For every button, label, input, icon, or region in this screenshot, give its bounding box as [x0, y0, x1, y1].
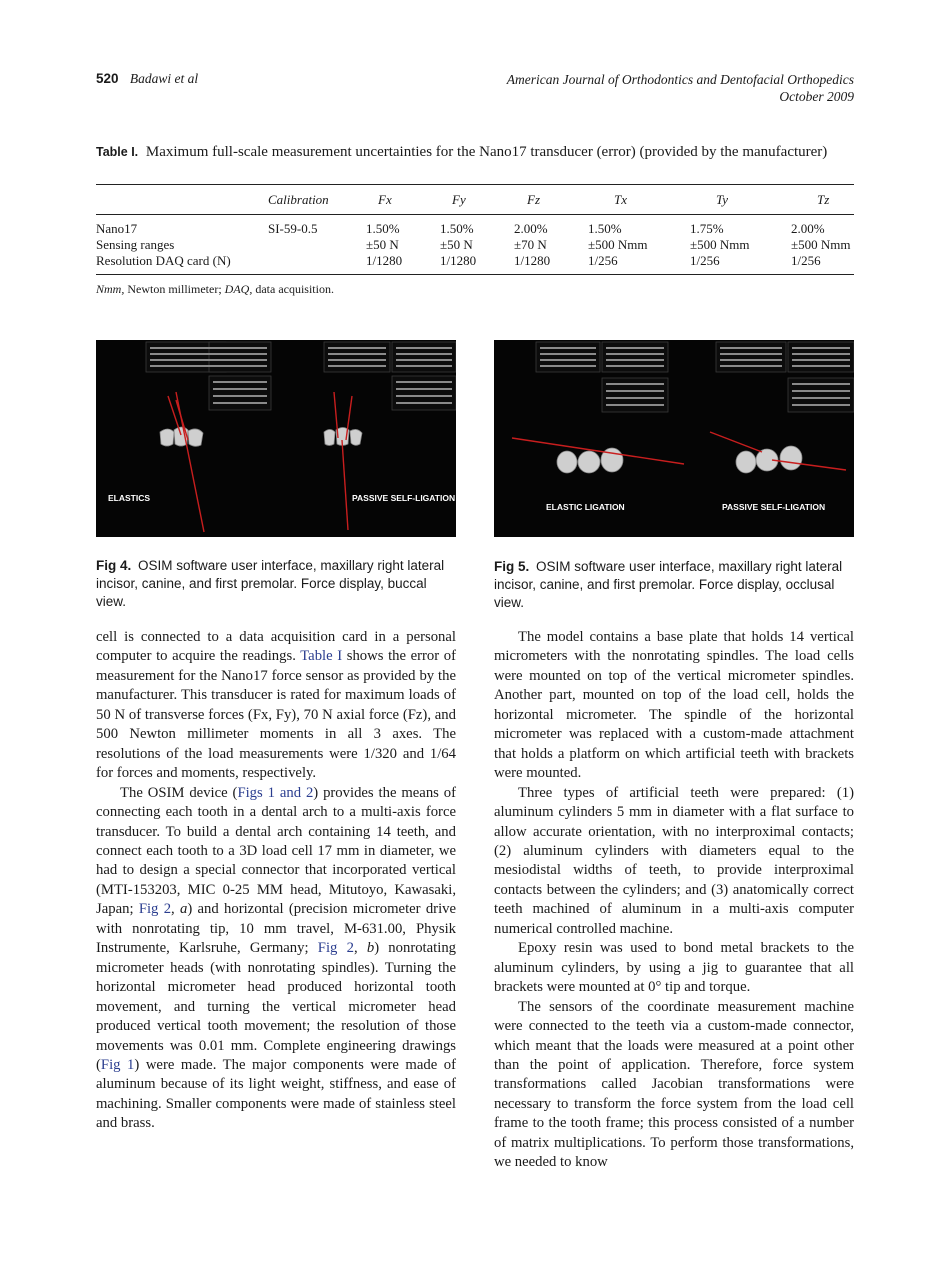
table-header-calibration: Calibration	[268, 192, 329, 207]
table-footnote	[96, 282, 334, 297]
table-cell: 1.50%	[366, 221, 400, 236]
figure-link[interactable]: Fig 1	[100, 1056, 135, 1073]
journal-title: American Journal of Orthodontics and Dentofacial Orthopedics	[506, 72, 854, 87]
text-run: ) and horizontal (precision micrometer drive with nonrotating tip, 10 mm travel, M-631.00, Physik Instrumente, Karlsruhe, Germany;	[96, 901, 457, 957]
table-cell: 1/1280	[514, 253, 551, 268]
figure-5-caption	[494, 558, 854, 612]
page-number: 520	[96, 71, 119, 86]
table-header-ty: Ty	[716, 192, 729, 207]
figure-4-caption	[96, 557, 456, 611]
issue-date: October 2009	[779, 89, 854, 104]
footnote-def: data acquisition.	[255, 282, 334, 296]
table-caption-text: Maximum full-scale measurement uncertainties for the Nano17 transducer (error) (provided by the manufacturer)	[145, 144, 828, 160]
table-cell: 1.50%	[440, 221, 474, 236]
figure-link[interactable]: Fig 2	[138, 901, 172, 918]
footnote-abbr: DAQ,	[224, 282, 253, 296]
paragraph: Three types of artificial teeth were prepared: (1) aluminum cylinders 5 mm in diameter with a flat surface to allow accurate orientation, with no interproximal contacts; (2) aluminum cylinders with diameters equal to the mesiodistal widths of teeth, to provide interproximal contacts between the cylinders; and (3) anatomically correct teeth machined of aluminum in a multi-axis computer numerical controlled machine.	[494, 784, 854, 937]
table-header-fz: Fz	[527, 192, 540, 207]
footnote-abbr: Nmm,	[96, 282, 125, 296]
table-cell: 2.00%	[791, 221, 825, 236]
table-cell: 1/256	[690, 253, 720, 268]
figure-5-image	[494, 340, 854, 537]
figure-4-image	[96, 340, 456, 537]
text-run: ) nonrotating micrometer heads (with nonrotating spindles). Turning the horizontal micrometer head produced horizontal tooth movement, and turning the vertical micrometer head produced vertical tooth movement; the resolution of those movements was 0.01 mm. Complete engineering drawings (	[96, 940, 457, 1073]
table-header-fy: Fy	[452, 192, 466, 207]
paragraph: Epoxy resin was used to bond metal brackets to the aluminum cylinders, by using a jig to guarantee that all brackets were mounted at 0° tip and torque.	[494, 940, 854, 996]
table-cell: ±500 Nmm	[588, 237, 648, 252]
figure-4-caption-text: OSIM software user interface, maxillary right lateral incisor, canine, and first premolar. Force display, buccal view.	[96, 558, 445, 609]
table-caption	[96, 143, 856, 162]
text-run: ,	[171, 901, 181, 918]
table-row-label: Sensing ranges	[96, 237, 175, 252]
author-line: Badawi et al	[129, 71, 199, 86]
figure-4-render	[96, 340, 456, 537]
figure-link[interactable]: Fig 2	[317, 940, 354, 957]
text-run: cell is connected to a data acquisition card in a personal computer to acquire the readings.	[96, 629, 456, 665]
body-left-column	[96, 628, 456, 1134]
table-cell: 1.50%	[588, 221, 622, 236]
paragraph: The sensors of the coordinate measurement machine were connected to the teeth via a custom-made connector, which meant that the loads were measured at a point other than the point of application. Therefore, force system transformations called Jacobian transformations were necessary to transform the force system from the load cell frame to the tooth frame; this process consisted of a number of matrix multiplications. To perform those transformations, we needed to know	[494, 998, 854, 1171]
table-cell: SI-59-0.5	[268, 221, 318, 236]
figure-4-right-title: PASSIVE SELF-LIGATION	[352, 493, 456, 503]
body-right-column	[494, 628, 854, 1173]
table-header-fx: Fx	[378, 192, 392, 207]
figure-5-right-title: PASSIVE SELF-LIGATION	[722, 502, 826, 512]
figure-5-render	[494, 340, 854, 537]
text-run: ) provides the means of connecting each tooth in a dental arch to a multi-axis force transducer. To build a dental arch containing 14 teeth, and connect each tooth to a 3D load cell 17 mm in diameter, we had to design a special connector that incorporated vertical (MTI-153203, MIC 0-25 MM head, Mitutoyo, Kawasaki, Japan;	[96, 784, 457, 918]
table-link[interactable]: Table I	[300, 648, 343, 665]
table-header-rule	[96, 214, 854, 215]
text-run: ,	[353, 940, 367, 957]
figure-4-left-title: ELASTICS	[108, 493, 151, 503]
paragraph: The model contains a base plate that holds 14 vertical micrometers with the nonrotating spindles. The load cells were mounted on top of the vertical micrometer spindles. Another part, mounted on top of the load cell, holds the horizontal micrometer. The spindle of the horizontal micrometer was replaced with a custom-made attachment that holds a platform on which artificial teeth with brackets were mounted.	[494, 629, 854, 782]
table-top-rule	[96, 184, 854, 185]
figure-link[interactable]: Figs 1 and 2	[237, 784, 314, 801]
table-header-tx: Tx	[614, 192, 627, 207]
table-cell: 2.00%	[514, 221, 548, 236]
table-cell: 1/1280	[440, 253, 477, 268]
table-cell: 1.75%	[690, 221, 724, 236]
table-bottom-rule	[96, 274, 854, 275]
text-run: The OSIM device (	[120, 784, 238, 801]
table-cell: ±50 N	[440, 237, 473, 252]
figure-4-label: Fig 4.	[96, 558, 132, 573]
figure-5-label: Fig 5.	[494, 559, 530, 574]
running-header-right	[507, 71, 854, 105]
footnote-def: Newton millimeter;	[127, 282, 222, 296]
table-row-label: Nano17	[96, 221, 138, 236]
text-run: shows the error of measurement for the Nano17 force sensor as provided by the manufacturer. This transducer is rated for maximum loads of 50 N of transverse forces (Fx, Fy), 70 N axial force (Fz), and 500 Newton millimeter moments in all 3 axes. The resolutions of the load measurements were 1/320 and 1/64 for forces and moments, respectively.	[96, 648, 456, 782]
paragraph	[96, 784, 456, 1134]
text-run: b	[366, 940, 375, 957]
figure-5-caption-text: OSIM software user interface, maxillary right lateral incisor, canine, and first premolar. Force display, occlusal view.	[494, 559, 843, 610]
table-cell: ±50 N	[366, 237, 399, 252]
table-label: Table I.	[96, 145, 139, 159]
table-cell: 1/1280	[366, 253, 403, 268]
table-header-tz: Tz	[817, 192, 830, 207]
table-cell: 1/256	[791, 253, 821, 268]
table-cell: ±500 Nmm	[791, 237, 851, 252]
table-row-label: Resolution DAQ card (N)	[96, 253, 231, 268]
paragraph	[96, 628, 456, 784]
table-cell: 1/256	[588, 253, 618, 268]
running-header-left	[96, 71, 198, 87]
text-run: ) were made. The major components were made of aluminum because of its light weight, stiffness, and ease of machining. Smaller components were made of stainless steel and brass.	[96, 1056, 456, 1132]
text-run: a	[180, 901, 188, 918]
figure-5-left-title: ELASTIC LIGATION	[546, 502, 625, 512]
table-cell: ±70 N	[514, 237, 547, 252]
table-cell: ±500 Nmm	[690, 237, 750, 252]
